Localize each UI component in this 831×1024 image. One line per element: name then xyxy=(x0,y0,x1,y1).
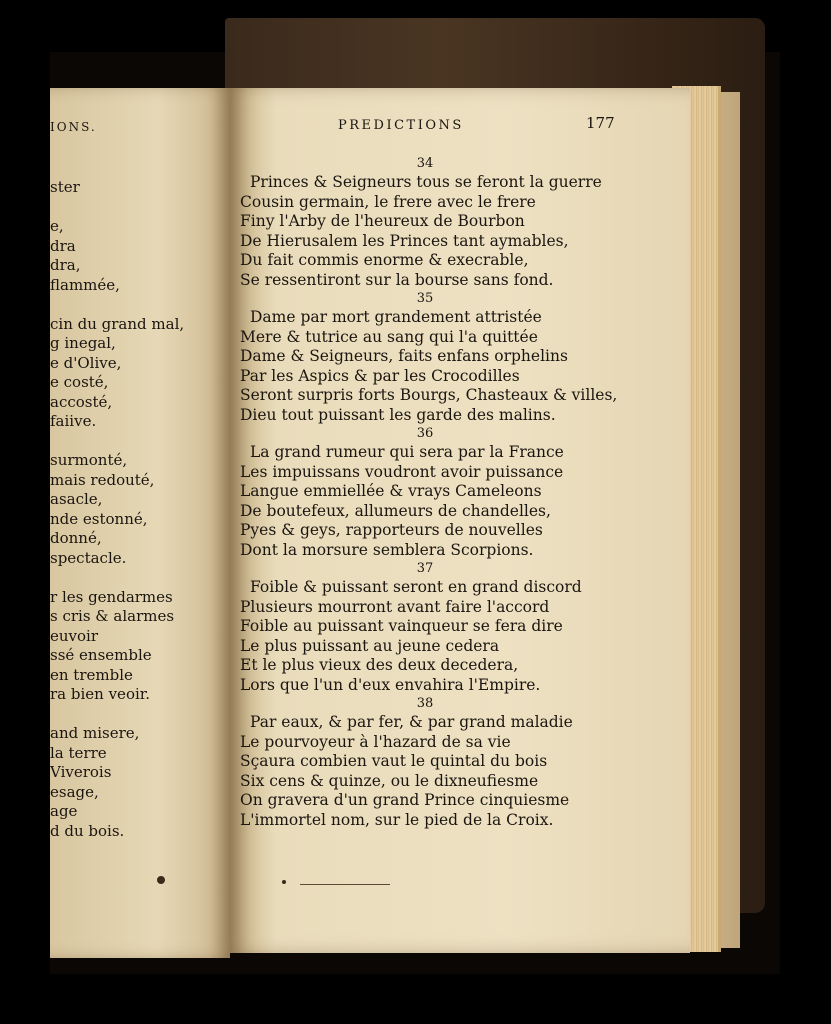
stanza-number: 35 xyxy=(416,291,434,306)
page-number: 177 xyxy=(586,114,615,132)
left-page-line: dra xyxy=(50,236,76,255)
verse-line: Pyes & geys, rapporteurs de nouvelles xyxy=(240,521,543,539)
verse-line: Le pourvoyeur à l'hazard de sa vie xyxy=(240,732,511,751)
left-page-line: e, xyxy=(50,217,64,235)
left-page-line: e costé, xyxy=(50,373,109,391)
verse-line: Langue emmiellée & vrays Cameleons xyxy=(240,482,542,500)
left-running-header: IONS. xyxy=(50,120,97,134)
left-page-line: ra bien veoir. xyxy=(50,685,151,703)
left-page xyxy=(50,88,230,958)
verse-line: De Hierusalem les Princes tant aymables, xyxy=(240,231,569,250)
ink-spot-small xyxy=(282,880,286,884)
verse-line: Six cens & quinze, ou le dixneufiesme xyxy=(240,771,539,790)
verse-line: Par les Aspics & par les Crocodilles xyxy=(240,366,520,385)
verse-line: La grand rumeur qui sera par la France xyxy=(250,443,564,461)
left-page-line: e d'Olive, xyxy=(50,353,122,372)
left-page-line: dra, xyxy=(50,256,81,274)
left-page-line: Viverois xyxy=(50,763,112,781)
left-page-line: cin du grand mal, xyxy=(50,314,185,333)
left-page-line: asacle, xyxy=(50,490,103,508)
verse-line: Sçaura combien vaut le quintal du bois xyxy=(240,752,548,770)
verse-line: Cousin germain, le frere avec le frere xyxy=(240,192,536,211)
left-page-line: r les gendarmes xyxy=(50,587,173,606)
left-page-line: ssé ensemble xyxy=(50,646,152,664)
verse-line: Finy l'Arby de l'heureux de Bourbon xyxy=(240,212,525,230)
left-page-line: ster xyxy=(50,178,80,196)
verse-line: L'immortel nom, sur le pied de la Croix. xyxy=(240,810,554,829)
left-page-line: la terre xyxy=(50,743,107,762)
right-page xyxy=(230,88,690,953)
left-page-line: donné, xyxy=(50,529,102,547)
left-page-line: s cris & alarmes xyxy=(50,607,175,625)
left-page-line: surmonté, xyxy=(50,451,128,469)
left-page-line: age xyxy=(50,802,78,820)
verse-line: Mere & tutrice au sang qui l'a quittée xyxy=(240,327,538,346)
left-page-line: g inegal, xyxy=(50,334,116,352)
left-page-line: nde estonné, xyxy=(50,509,148,528)
verse-line: Plusieurs mourront avant faire l'accord xyxy=(240,597,550,616)
left-page-line: en tremble xyxy=(50,665,133,684)
verse-line: De boutefeux, allumeurs de chandelles, xyxy=(240,501,551,520)
running-header: PREDICTIONS xyxy=(338,118,464,133)
verse-line: Du fait commis enorme & execrable, xyxy=(240,251,529,269)
verse-line: Les impuissans voudront avoir puissance xyxy=(240,462,564,481)
left-page-line: esage, xyxy=(50,782,99,801)
stanza-number: 37 xyxy=(416,561,434,576)
verse-line: Et le plus vieux des deux decedera, xyxy=(240,656,519,674)
verse-line: Se ressentiront sur la bourse sans fond. xyxy=(240,270,554,289)
verse-line: Seront surpris forts Bourgs, Chasteaux & villes, xyxy=(240,386,618,404)
left-page-line: faiive. xyxy=(50,412,97,430)
verse-line: Le plus puissant au jeune cedera xyxy=(240,636,500,655)
left-page-line: flammée, xyxy=(50,275,120,294)
verse-line: Foible & puissant seront en grand discord xyxy=(250,578,582,596)
stanza-number: 36 xyxy=(416,426,434,441)
verse-line: Dame & Seigneurs, faits enfans orphelins xyxy=(240,347,568,365)
left-page-line: accosté, xyxy=(50,392,113,411)
verse-line: Princes & Seigneurs tous se feront la guerre xyxy=(250,173,602,191)
verse-line: Dame par mort grandement attristée xyxy=(250,308,542,326)
ink-spot xyxy=(157,876,165,884)
stanza-number: 34 xyxy=(416,156,434,171)
verse-line: Dont la morsure semblera Scorpions. xyxy=(240,540,534,559)
verse-line: Par eaux, & par fer, & par grand maladie xyxy=(250,713,573,731)
left-page-line: spectacle. xyxy=(50,548,127,567)
verse-line: Lors que l'un d'eux envahira l'Empire. xyxy=(240,675,541,694)
verse-line: Foible au puissant vainqueur se fera dire xyxy=(240,617,563,635)
verse-line: Dieu tout puissant les garde des malins. xyxy=(240,405,556,424)
left-page-line: mais redouté, xyxy=(50,470,155,489)
left-page-line: and misere, xyxy=(50,724,140,742)
end-rule xyxy=(300,884,390,885)
verse-line: On gravera d'un grand Prince cinquiesme xyxy=(240,791,570,809)
left-page-line: euvoir xyxy=(50,626,99,645)
stanza-number: 38 xyxy=(416,696,434,711)
left-page-line: d du bois. xyxy=(50,821,125,840)
